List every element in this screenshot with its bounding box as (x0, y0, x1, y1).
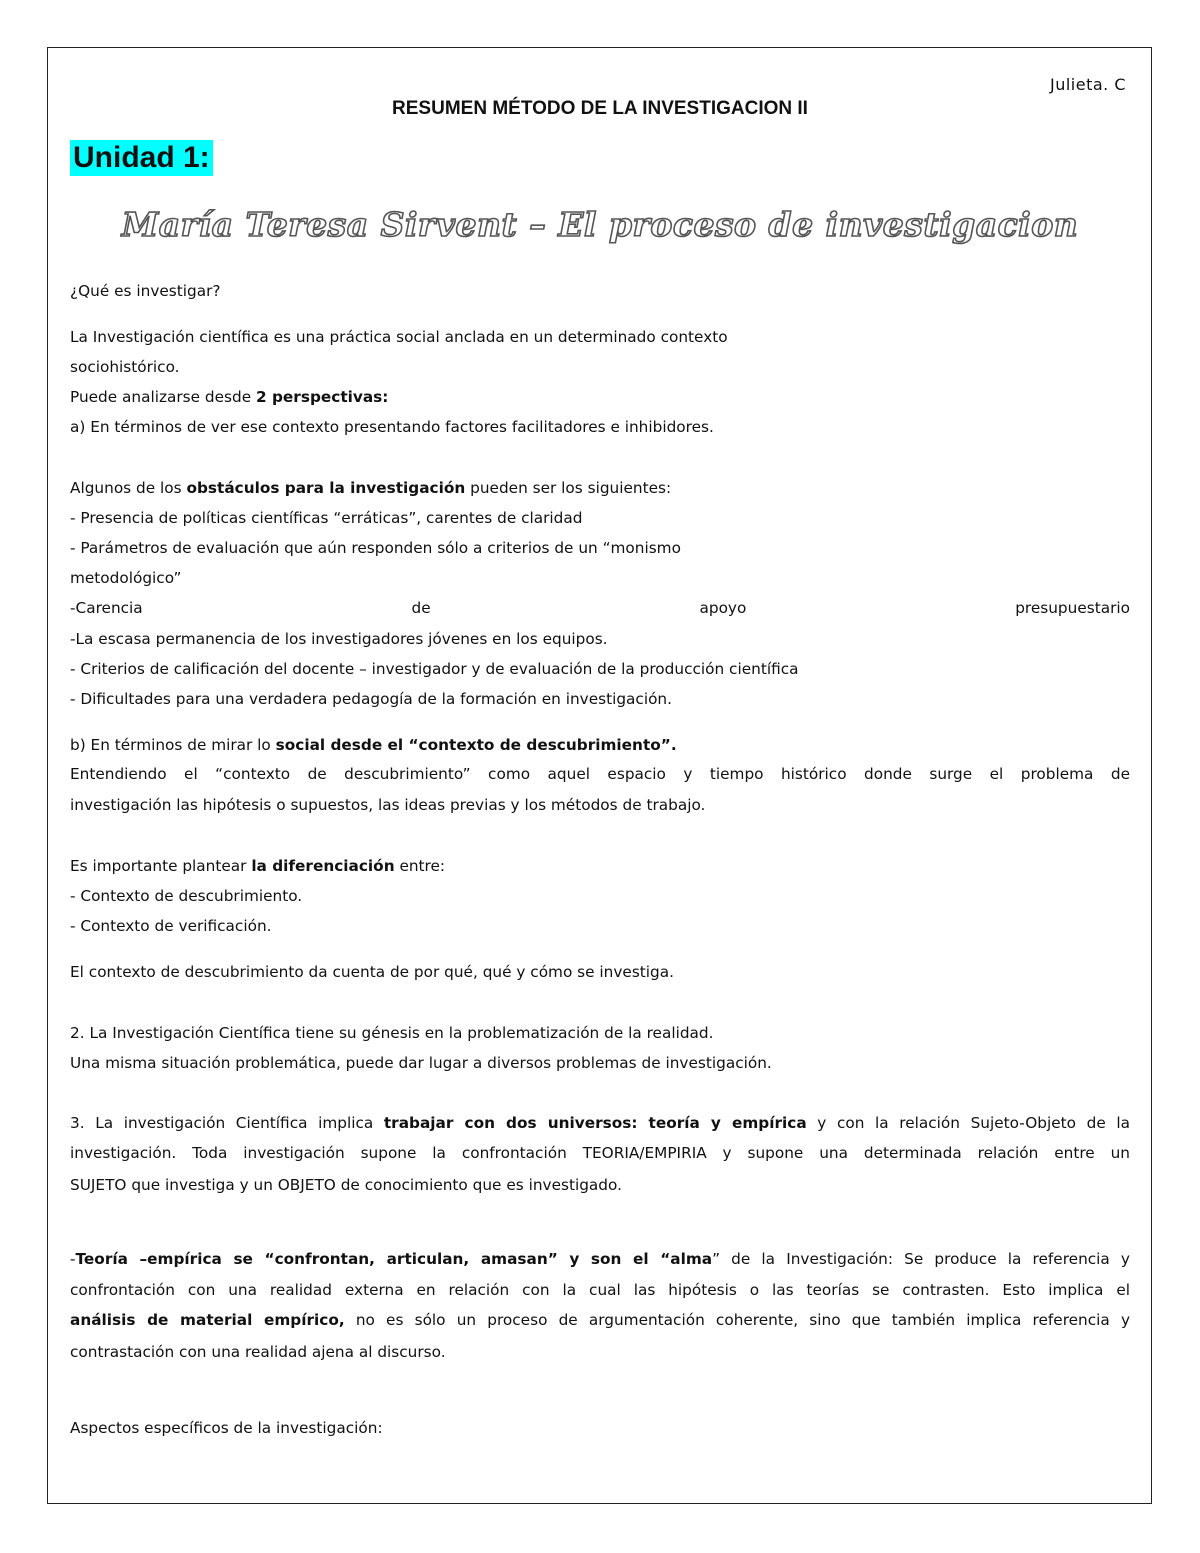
paragraph-line: SUJETO que investiga y un OBJETO de conocimiento que es investigado. (70, 1176, 622, 1194)
word: presupuestario (1015, 599, 1130, 617)
text-span: Algunos de los (70, 479, 187, 497)
text-span: 3. La investigación Científica implica (70, 1114, 384, 1132)
list-item: - Criterios de calificación del docente – investigador y de evaluación de la producción científica (70, 660, 799, 678)
bold-text: análisis de material empírico, (70, 1311, 345, 1329)
text-span: Puede analizarse desde (70, 388, 256, 406)
text-span: - (70, 1250, 76, 1268)
paragraph-line (70, 856, 445, 876)
word: apoyo (699, 599, 747, 617)
word: -Carencia (70, 599, 143, 617)
list-item: - Contexto de verificación. (70, 917, 272, 935)
paragraph-line: investigación las hipótesis o supuestos, las ideas previas y los métodos de trabajo. (70, 796, 706, 814)
paragraph-line (70, 735, 677, 755)
text-span: y con la relación Sujeto-Objeto de la (806, 1114, 1130, 1132)
author-name: Julieta. C (1050, 75, 1127, 94)
text-span: entre: (394, 857, 446, 875)
paragraph-line: sociohistórico. (70, 358, 180, 376)
bold-text: Teoría –empírica se “confrontan, articulan, amasan” y son el “alma (75, 1250, 713, 1268)
paragraph-line: a) En términos de ver ese contexto presentando factores facilitadores e inhibidores. (70, 418, 714, 436)
list-item: - Dificultades para una verdadera pedagogía de la formación en investigación. (70, 690, 672, 708)
list-item: - Contexto de descubrimiento. (70, 887, 303, 905)
list-item: - Parámetros de evaluación que aún responden sólo a criterios de un “monismo (70, 539, 681, 557)
list-item (70, 599, 1130, 617)
paragraph-line: investigación. Toda investigación supone la confrontación TEORIA/EMPIRIA y supone una determinada relación entre un (70, 1144, 1130, 1162)
paragraph-line (70, 1250, 1130, 1268)
paragraph-line: El contexto de descubrimiento da cuenta de por qué, qué y cómo se investiga. (70, 963, 674, 981)
paragraph-line: contrastación con una realidad ajena al discurso. (70, 1343, 446, 1361)
bold-text: 2 perspectivas: (256, 388, 389, 406)
list-item: metodológico” (70, 569, 182, 587)
list-item: -La escasa permanencia de los investigadores jóvenes en los equipos. (70, 630, 608, 648)
paragraph-line: 2. La Investigación Científica tiene su génesis en la problematización de la realidad. (70, 1024, 714, 1042)
paragraph-line (70, 478, 671, 498)
text-span: b) En términos de mirar lo (70, 736, 276, 754)
section-subtitle: María Teresa Sirvent – El proceso de investigacion (121, 205, 1079, 244)
paragraph-line (70, 387, 388, 407)
paragraph-line: Entendiendo el “contexto de descubrimiento” como aquel espacio y tiempo histórico donde surge el problema de (70, 765, 1130, 783)
document-title: RESUMEN MÉTODO DE LA INVESTIGACION II (392, 98, 808, 119)
unit-heading: Unidad 1: (70, 140, 213, 176)
paragraph-line: Una misma situación problemática, puede dar lugar a diversos problemas de investigación. (70, 1054, 772, 1072)
question-line: ¿Qué es investigar? (70, 282, 221, 300)
bold-text: la diferenciación (251, 857, 395, 875)
text-span: pueden ser los siguientes: (465, 479, 672, 497)
bold-text: social desde el “contexto de descubrimiento”. (275, 736, 677, 754)
paragraph-line: La Investigación científica es una práctica social anclada en un determinado contexto (70, 328, 728, 346)
paragraph-line (70, 1114, 1130, 1132)
list-item: - Presencia de políticas científicas “erráticas”, carentes de claridad (70, 509, 583, 527)
paragraph-line (70, 1311, 1130, 1329)
text-span: Es importante plantear (70, 857, 252, 875)
word: de (411, 599, 431, 617)
text-span: no es sólo un proceso de argumentación coherente, sino que también implica referencia y (344, 1311, 1130, 1329)
paragraph-line: confrontación con una realidad externa en relación con la cual las hipótesis o las teorías se contrasten. Esto implica el (70, 1281, 1130, 1299)
bold-text: obstáculos para la investigación (186, 479, 466, 497)
bold-text: trabajar con dos universos: teoría y empírica (383, 1114, 807, 1132)
paragraph-line: Aspectos específicos de la investigación: (70, 1419, 383, 1437)
text-span: ” de la Investigación: Se produce la referencia y (712, 1250, 1130, 1268)
